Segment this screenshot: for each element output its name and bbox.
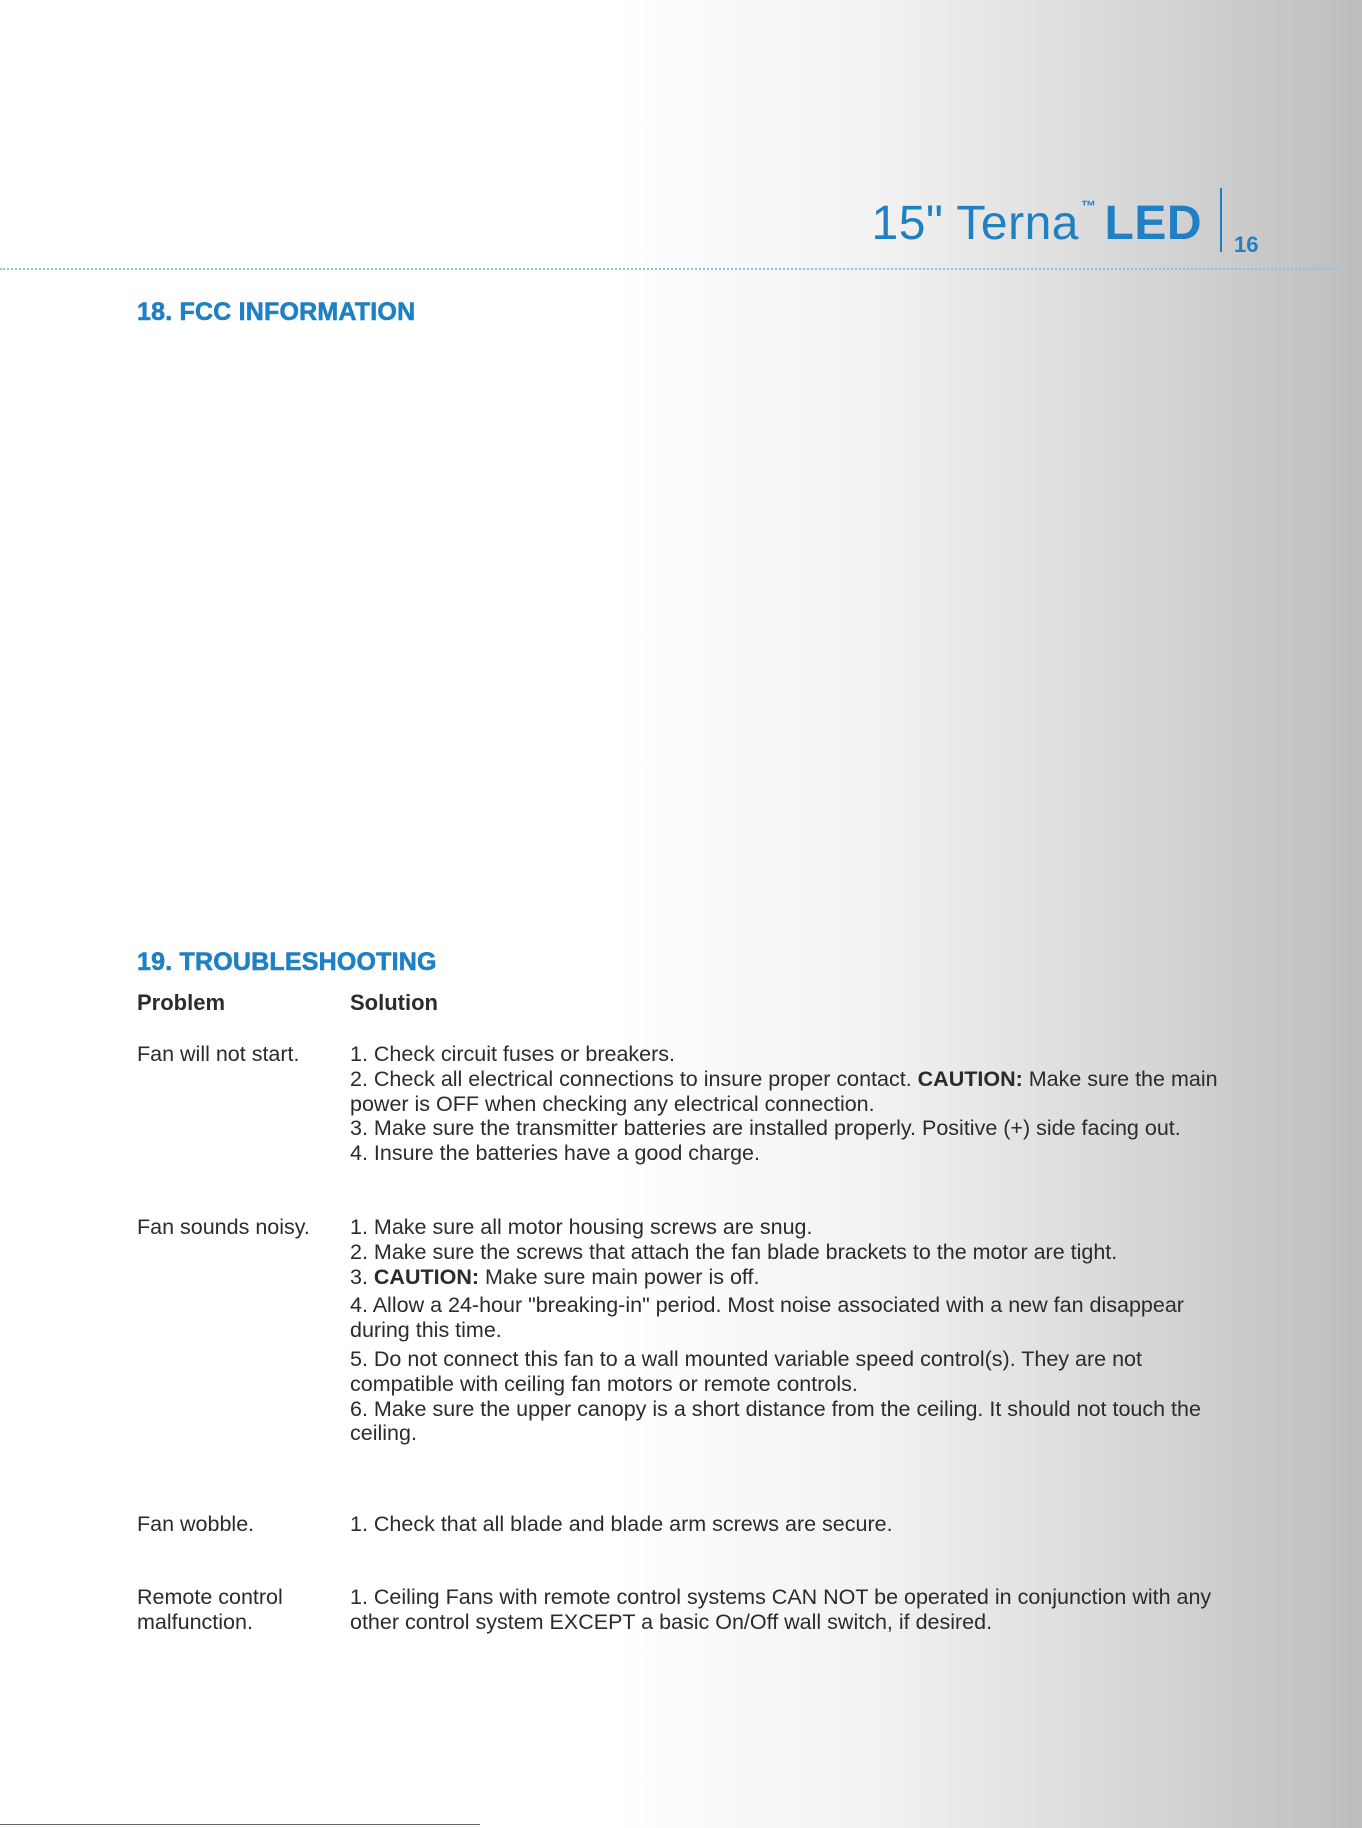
solution-step: 4. Insure the batteries have a good charge. (350, 1141, 760, 1166)
problem-cell: Fan will not start. (137, 1042, 300, 1066)
fcc-heading: 18. FCC INFORMATION (137, 298, 416, 326)
step-text: 3. (350, 1264, 374, 1289)
solution-step: 1. Check that all blade and blade arm screws are secure. (350, 1512, 893, 1536)
title-bold: LED (1104, 197, 1202, 250)
problem-cell: Remote control malfunction. (137, 1585, 283, 1634)
caution-label: CAUTION: (373, 1264, 480, 1289)
solution-column-header: Solution (350, 990, 438, 1015)
solution-cell (350, 1042, 1230, 1166)
solution-step: 3. Make sure the transmitter batteries are installed properly. Positive (+) side facing out. (350, 1116, 1181, 1141)
solution-cell (350, 1585, 1230, 1635)
solution-step: 1. Check circuit fuses or breakers. (350, 1042, 676, 1066)
problem-column-header: Problem (137, 990, 226, 1015)
solution-step: 2. Make sure the screws that attach the fan blade brackets to the motor are tight. (350, 1239, 1118, 1264)
solution-step: 1. Make sure all motor housing screws are snug. (350, 1215, 813, 1239)
solution-cell (350, 1215, 1230, 1446)
problem-cell: Fan sounds noisy. (137, 1215, 310, 1239)
header-dotted-rule (0, 268, 1340, 270)
solution-step: 6. Make sure the upper canopy is a short distance from the ceiling. It should not touch the ceiling. (350, 1396, 1201, 1446)
header-divider (1220, 188, 1222, 252)
caution-label: CAUTION: (917, 1066, 1023, 1091)
trademark-symbol: ™ (1081, 198, 1097, 215)
troubleshooting-heading: 19. TROUBLESHOOTING (137, 948, 437, 976)
page-number: 16 (1234, 232, 1259, 257)
solution-cell (350, 1512, 1230, 1537)
step-text-after: Make sure main power is off. (479, 1264, 760, 1289)
solution-step: 4. Allow a 24-hour "breaking-in" period. Most noise associated with a new fan disappear during this time. (350, 1293, 1184, 1343)
solution-step (350, 1067, 1230, 1117)
solution-step: 5. Do not connect this fan to a wall mounted variable speed control(s). They are not compatible with ceiling fan motors or remote controls. (350, 1346, 1142, 1396)
step-text-after: Make sure the main power is OFF when checking any electrical connection. (350, 1066, 1218, 1116)
document-title (872, 196, 1202, 251)
problem-cell: Fan wobble. (137, 1512, 255, 1536)
footer-rule (0, 1824, 480, 1825)
solution-step (350, 1265, 1230, 1290)
title-main: 15" Terna (871, 197, 1079, 250)
step-text: 2. Check all electrical connections to insure proper contact. (350, 1066, 918, 1091)
solution-step: 1. Ceiling Fans with remote control systems CAN NOT be operated in conjunction with any other control system EXCEPT a basic On/Off wall switch, if desired. (350, 1585, 1212, 1634)
